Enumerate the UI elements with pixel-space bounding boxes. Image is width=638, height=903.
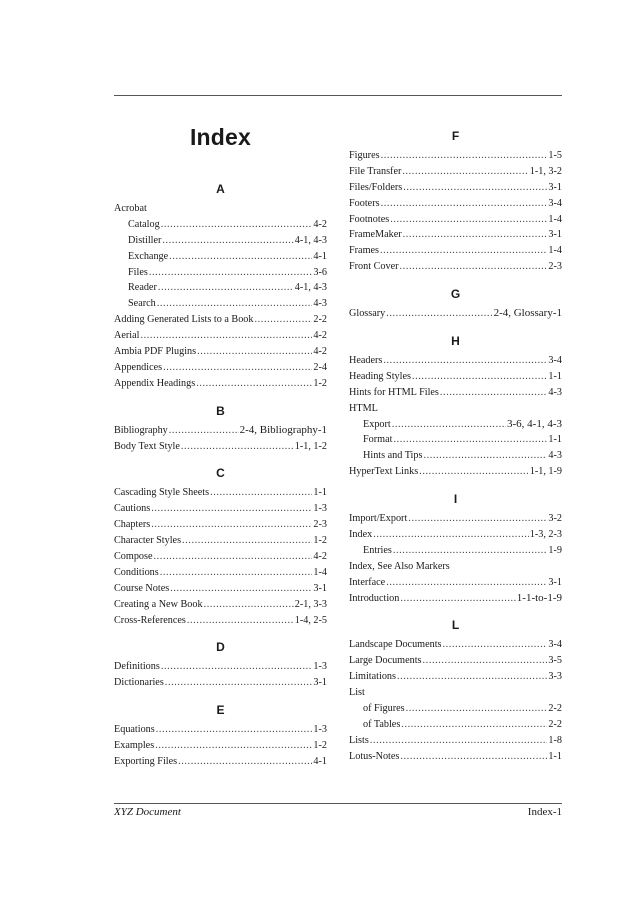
entry-page-ref[interactable]: 2-2 [313, 314, 327, 326]
dot-leader [380, 243, 547, 259]
index-letter-heading: B [216, 403, 225, 418]
entry-page-ref[interactable]: 3-3 [548, 671, 562, 683]
entry-term: Distiller [128, 234, 162, 246]
entry-term: Adding Generated Lists to a Book [114, 314, 254, 326]
entry-term: Aerial [114, 330, 140, 342]
section-gap [114, 392, 327, 400]
index-letter-heading: E [216, 703, 225, 718]
entry-page-ref[interactable]: 3-4 [548, 197, 562, 209]
dot-leader [197, 344, 312, 360]
entry-term: Heading Styles [349, 370, 411, 382]
index-entry-heading: Acrobat [114, 203, 147, 214]
entry-page-ref[interactable]: 4-2 [313, 551, 327, 563]
entry-term: Conditions [114, 566, 159, 578]
entry-page-ref[interactable]: 3-4 [548, 639, 562, 651]
entry-term: Cascading Style Sheets [114, 487, 210, 499]
dot-leader [402, 164, 528, 180]
entry-page-ref[interactable]: 2-4, Glossary-1 [493, 307, 562, 320]
dot-leader [160, 565, 313, 581]
dot-leader [373, 527, 529, 543]
dot-leader [383, 353, 547, 369]
index-subentry [349, 432, 562, 448]
index-subentry [114, 265, 327, 281]
dot-leader [140, 328, 312, 344]
entry-page-ref[interactable]: 1-1-to-1-9 [516, 591, 562, 604]
dot-leader [161, 659, 313, 675]
entry-page-ref[interactable]: 1-2 [313, 740, 327, 752]
entry-page-ref[interactable]: 2-3 [313, 519, 327, 531]
index-entry [349, 196, 562, 212]
dot-leader [151, 517, 312, 533]
dot-leader [401, 717, 547, 733]
entry-term: Cautions [114, 503, 151, 515]
index-entry [349, 385, 562, 401]
entry-term: Reader [128, 282, 157, 294]
index-entry-heading: List [349, 687, 365, 699]
entry-page-ref[interactable]: 4-2 [313, 346, 327, 358]
index-entry [349, 212, 562, 228]
index-entry [349, 733, 562, 749]
entry-page-ref[interactable]: 1-1, 3-2 [529, 165, 562, 177]
dot-leader [443, 637, 548, 653]
entry-term: Lists [349, 734, 369, 746]
dot-leader [210, 485, 312, 501]
entry-page-ref[interactable]: 2-1, 3-3 [294, 598, 327, 610]
dot-leader [162, 233, 293, 249]
dot-leader [400, 259, 548, 275]
entry-term: Dictionaries [114, 677, 164, 689]
index-entry [114, 485, 327, 501]
entry-page-ref[interactable]: 3-1 [313, 582, 327, 594]
entry-page-ref[interactable]: 2-4, Bibliography-1 [239, 423, 327, 436]
dot-leader [400, 749, 547, 765]
index-entry [349, 527, 562, 543]
index-entry [349, 653, 562, 669]
index-entry [349, 591, 562, 607]
dot-leader [149, 265, 313, 281]
page-title: Index [189, 124, 252, 150]
index-subentry [114, 233, 327, 249]
entry-page-ref[interactable]: 1-3 [313, 724, 327, 736]
index-subentry [349, 701, 562, 717]
dot-leader [400, 591, 515, 607]
index-entry [349, 669, 562, 685]
index-entry [114, 328, 327, 344]
entry-term: Files/Folders [349, 181, 403, 193]
entry-term: Lotus-Notes [349, 750, 400, 762]
entry-page-ref[interactable]: 2-4 [313, 361, 327, 373]
entry-term: Creating a New Book [114, 598, 203, 610]
entry-term: Large Documents [349, 655, 422, 667]
entry-term: Entries [363, 544, 392, 556]
entry-page-ref[interactable]: 3-5 [548, 655, 562, 667]
index-column-right [349, 125, 562, 765]
entry-term: Exchange [128, 250, 169, 262]
entry-page-ref[interactable]: 1-5 [548, 150, 562, 161]
entry-page-ref[interactable]: 4-3 [548, 450, 562, 462]
entry-page-ref[interactable]: 4-1, 4-3 [294, 234, 327, 246]
dot-leader [255, 312, 313, 328]
entry-page-ref[interactable]: 2-2 [548, 703, 562, 715]
entry-term: HyperText Links [349, 466, 419, 478]
entry-page-ref[interactable]: 4-3 [548, 386, 562, 398]
index-entry [114, 565, 327, 581]
entry-page-ref[interactable]: 1-1, 1-2 [294, 440, 327, 452]
index-letter-heading: C [216, 466, 225, 481]
entry-page-ref[interactable]: 1-1 [548, 434, 562, 446]
dot-leader [393, 543, 548, 559]
entry-page-ref[interactable]: 1-3 [313, 503, 327, 515]
dot-leader [386, 306, 492, 322]
index-entry [114, 376, 327, 392]
entry-term: Figures [349, 150, 380, 161]
index-entry [349, 259, 562, 275]
dot-leader [419, 464, 529, 480]
dot-leader [196, 376, 312, 392]
entry-page-ref[interactable]: 1-1 [548, 750, 562, 762]
entry-term: Headers [349, 355, 383, 367]
entry-term: Exporting Files [114, 756, 178, 768]
entry-page-ref[interactable]: 1-9 [548, 544, 562, 556]
index-entry [349, 164, 562, 180]
dot-leader [155, 738, 312, 754]
entry-term: Catalog [128, 218, 160, 230]
index-entry [114, 423, 327, 439]
entry-term: of Tables [363, 718, 401, 730]
section-gap [349, 480, 562, 488]
index-letter-heading: I [453, 492, 458, 507]
index-entry [114, 597, 327, 613]
dot-leader [165, 675, 313, 691]
footer-document-name: XYZ Document [114, 806, 181, 818]
entry-term: File Transfer [349, 165, 402, 177]
index-subentry [349, 543, 562, 559]
index-letter-heading: G [450, 287, 461, 302]
index-column-left [114, 178, 327, 770]
index-entry [349, 148, 562, 164]
dot-leader [170, 581, 312, 597]
entry-term: of Figures [363, 703, 405, 715]
entry-term: Glossary [349, 308, 386, 320]
index-entry [349, 180, 562, 196]
dot-leader [156, 722, 313, 738]
entry-page-ref[interactable]: 4-3 [313, 298, 327, 310]
entry-page-ref[interactable]: 1-4, 2-5 [294, 614, 327, 626]
index-entry-heading: Index, See Also Markers [349, 560, 450, 572]
entry-page-ref[interactable]: 1-4 [313, 566, 327, 578]
dot-leader [393, 432, 547, 448]
footer-page-number: Index-1 [527, 806, 562, 818]
entry-page-ref[interactable]: 1-3, 2-3 [529, 529, 562, 541]
section-gap [349, 606, 562, 614]
entry-page-ref[interactable]: 3-1 [548, 181, 562, 193]
entry-page-ref[interactable]: 1-8 [548, 734, 562, 746]
index-entry [349, 243, 562, 259]
index-entry [349, 464, 562, 480]
dot-leader [412, 369, 547, 385]
entry-page-ref[interactable]: 1-2 [313, 377, 327, 389]
index-entry [114, 360, 327, 376]
entry-term: Files [128, 266, 148, 278]
dot-leader [403, 227, 548, 243]
entry-term: Course Notes [114, 582, 170, 594]
entry-page-ref[interactable]: 3-1 [548, 229, 562, 241]
section-gap [114, 691, 327, 699]
entry-term: Appendix Headings [114, 377, 196, 389]
index-entry [349, 511, 562, 527]
entry-term: Definitions [114, 661, 160, 673]
index-entry [114, 312, 327, 328]
dot-leader [381, 196, 548, 212]
entry-page-ref[interactable]: 1-3 [313, 661, 327, 673]
entry-page-ref[interactable]: 1-1 [313, 487, 327, 499]
entry-term: Bibliography [114, 424, 168, 436]
entry-page-ref[interactable]: 3-4 [548, 355, 562, 367]
index-entry [114, 533, 327, 549]
entry-page-ref[interactable]: 1-4 [548, 213, 562, 225]
index-entry [349, 749, 562, 765]
dot-leader [370, 733, 548, 749]
entry-term: Compose [114, 551, 153, 563]
dot-leader [440, 385, 548, 401]
index-entry [349, 637, 562, 653]
index-letter-heading: L [451, 618, 460, 633]
dot-leader [397, 669, 547, 685]
dot-leader [178, 754, 312, 770]
entry-term: Interface [349, 576, 386, 588]
entry-page-ref[interactable]: 2-3 [548, 261, 562, 273]
entry-term: Hints for HTML Files [349, 386, 439, 398]
entry-term: FrameMaker [349, 229, 402, 241]
entry-term: Appendices [114, 361, 163, 373]
entry-page-ref[interactable]: 3-6, 4-1, 4-3 [507, 417, 562, 430]
index-entry [349, 227, 562, 243]
index-subentry [114, 296, 327, 312]
index-subentry [114, 217, 327, 233]
index-subentry [349, 417, 562, 433]
dot-leader [158, 280, 294, 296]
section-gap [114, 628, 327, 636]
index-subentry [349, 448, 562, 464]
dot-leader [181, 439, 294, 455]
dot-leader [154, 549, 313, 565]
dot-leader [386, 575, 547, 591]
dot-leader [406, 701, 548, 717]
section-gap [114, 454, 327, 462]
entry-term: Introduction [349, 592, 400, 604]
entry-term: Chapters [114, 519, 151, 531]
dot-leader [157, 296, 313, 312]
index-letter-heading: A [216, 182, 225, 196]
dot-leader [392, 417, 506, 433]
dot-leader [423, 448, 547, 464]
entry-page-ref[interactable]: 4-1 [313, 756, 327, 768]
entry-term: Landscape Documents [349, 639, 442, 651]
index-entry [114, 549, 327, 565]
entry-term: Ambia PDF Plugins [114, 346, 197, 358]
entry-term: Format [363, 434, 393, 446]
entry-page-ref[interactable]: 3-1 [548, 576, 562, 588]
index-entry [114, 517, 327, 533]
index-entry [114, 659, 327, 675]
index-entry-heading: HTML [349, 402, 378, 414]
section-gap [349, 322, 562, 330]
entry-page-ref[interactable]: 3-6 [313, 266, 327, 278]
section-gap [349, 275, 562, 283]
index-entry [114, 439, 327, 455]
footer-rule [114, 803, 562, 804]
dot-leader [187, 613, 294, 629]
entry-page-ref[interactable]: 4-1, 4-3 [294, 282, 327, 294]
entry-term: Footers [349, 197, 380, 209]
index-entry [349, 306, 562, 322]
index-entry [349, 575, 562, 591]
entry-term: Limitations [349, 671, 396, 683]
entry-page-ref[interactable]: 3-2 [548, 513, 562, 525]
dot-leader [204, 597, 294, 613]
dot-leader [390, 212, 547, 228]
index-entry [114, 754, 327, 770]
index-entry [114, 613, 327, 629]
dot-leader [182, 533, 312, 549]
entry-term: Index [349, 529, 373, 541]
index-subentry [114, 249, 327, 265]
entry-term: Equations [114, 724, 155, 736]
entry-page-ref[interactable]: 4-2 [313, 330, 327, 342]
index-entry [349, 353, 562, 369]
index-letter-heading: F [451, 129, 460, 143]
dot-leader [163, 360, 312, 376]
dot-leader [151, 501, 312, 517]
dot-leader [408, 511, 547, 527]
index-letter-heading: H [451, 334, 460, 349]
entry-term: Hints and Tips [363, 450, 423, 462]
index-entry [349, 369, 562, 385]
dot-leader [423, 653, 548, 669]
index-letter-heading: D [216, 640, 225, 655]
entry-term: Search [128, 298, 156, 310]
entry-page-ref[interactable]: 1-2 [313, 535, 327, 547]
dot-leader [381, 148, 548, 164]
index-subentry [349, 717, 562, 733]
entry-term: Cross-References [114, 614, 186, 626]
index-entry [114, 738, 327, 754]
dot-leader [169, 423, 239, 439]
entry-term: Export [363, 418, 391, 430]
entry-page-ref[interactable]: 3-1 [313, 677, 327, 689]
entry-term: Import/Export [349, 513, 408, 525]
index-entry [114, 675, 327, 691]
entry-term: Character Styles [114, 535, 182, 547]
entry-term: Body Text Style [114, 440, 180, 452]
index-entry [114, 722, 327, 738]
entry-page-ref[interactable]: 1-1 [548, 370, 562, 382]
header-rule [114, 95, 562, 96]
entry-page-ref[interactable]: 1-1, 1-9 [529, 466, 562, 478]
index-entry [114, 344, 327, 360]
index-entry [114, 581, 327, 597]
entry-term: Examples [114, 740, 155, 752]
dot-leader [161, 217, 313, 233]
entry-term: Footnotes [349, 213, 390, 225]
entry-page-ref[interactable]: 4-2 [313, 218, 327, 230]
entry-page-ref[interactable]: 1-4 [548, 245, 562, 257]
entry-page-ref[interactable]: 2-2 [548, 718, 562, 730]
dot-leader [403, 180, 547, 196]
entry-term: Frames [349, 245, 379, 257]
entry-page-ref[interactable]: 4-1 [313, 250, 327, 262]
index-entry [114, 501, 327, 517]
index-subentry [114, 280, 327, 296]
entry-term: Front Cover [349, 261, 399, 273]
dot-leader [169, 249, 312, 265]
